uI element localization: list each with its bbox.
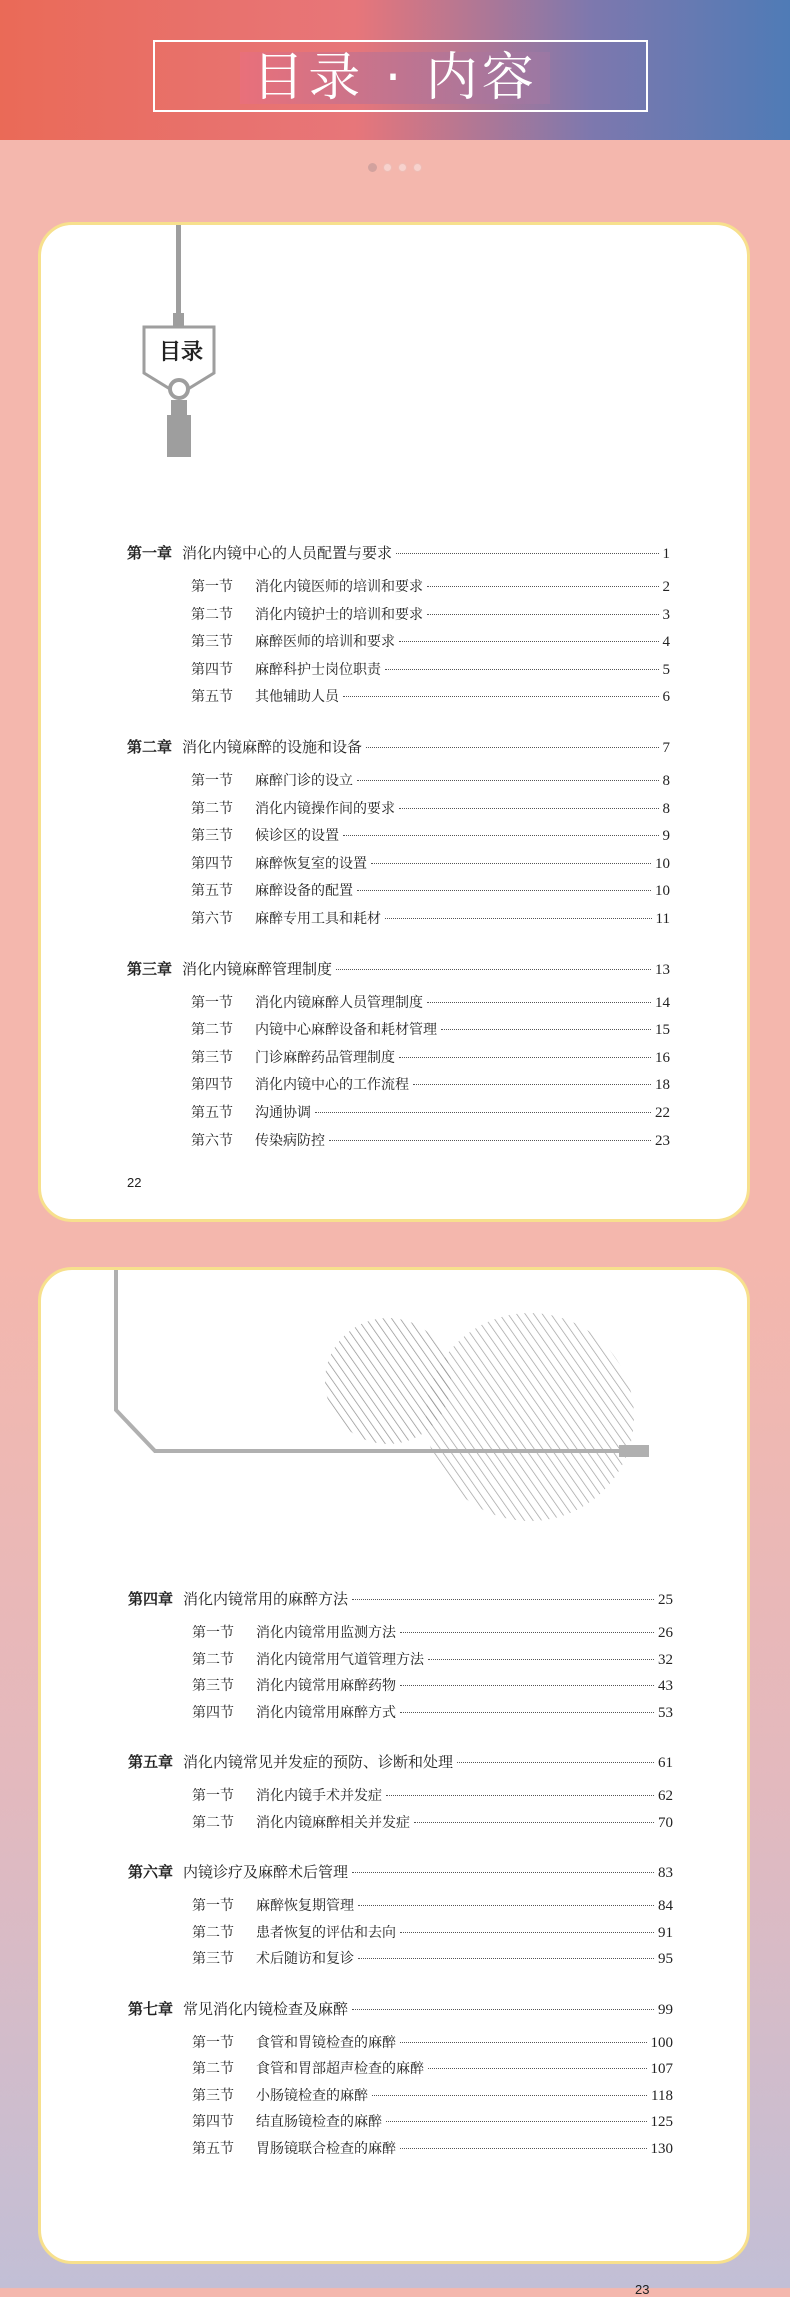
section-title: 消化内镜常用监测方法 bbox=[256, 1625, 396, 1641]
section-number: 第二节 bbox=[192, 2061, 234, 2077]
toc-section-row[interactable] bbox=[192, 1702, 673, 1722]
leader-dots bbox=[352, 2009, 654, 2010]
toc-section-row[interactable] bbox=[191, 853, 670, 873]
leader-dots bbox=[372, 2095, 647, 2096]
toc-section-row[interactable] bbox=[191, 1130, 670, 1150]
section-page: 62 bbox=[658, 1788, 673, 1804]
endoscope-illustration bbox=[41, 1270, 753, 1530]
toc-section-row[interactable] bbox=[192, 2138, 673, 2158]
toc-section-row[interactable] bbox=[192, 2058, 673, 2078]
section-title: 麻醉门诊的设立 bbox=[255, 773, 353, 789]
toc-section-row[interactable] bbox=[192, 2111, 673, 2131]
section-number: 第四节 bbox=[192, 1704, 234, 1721]
section-page: 11 bbox=[655, 911, 670, 927]
page-title bbox=[0, 48, 790, 108]
leader-dots bbox=[357, 780, 659, 781]
toc-section-row[interactable] bbox=[191, 798, 670, 818]
section-page: 5 bbox=[662, 661, 670, 678]
leader-dots bbox=[343, 835, 659, 836]
section-title: 术后随访和复诊 bbox=[256, 1951, 354, 1967]
toc-chapter-row[interactable] bbox=[128, 1861, 673, 1882]
section-title: 麻醉医师的培训和要求 bbox=[255, 634, 395, 651]
section-title: 麻醉专用工具和耗材 bbox=[255, 911, 381, 927]
chapter-page: 83 bbox=[658, 1865, 673, 1881]
section-page: 91 bbox=[658, 1924, 673, 1941]
section-page: 3 bbox=[662, 606, 670, 623]
section-number: 第五节 bbox=[191, 883, 233, 900]
toc-section-row[interactable] bbox=[191, 908, 670, 928]
section-number: 第一节 bbox=[192, 1625, 234, 1641]
toc-badge: 目录 bbox=[158, 340, 203, 365]
chapter-page: 25 bbox=[658, 1592, 673, 1608]
section-page: 130 bbox=[650, 2140, 673, 2157]
toc-section-row[interactable] bbox=[191, 604, 670, 624]
section-title: 麻醉科护士岗位职责 bbox=[255, 661, 381, 678]
section-number: 第五节 bbox=[191, 1105, 233, 1121]
toc-card-1 bbox=[38, 222, 750, 1222]
carousel-dot-1[interactable] bbox=[368, 163, 377, 172]
leader-dots bbox=[414, 1822, 654, 1823]
section-page: 95 bbox=[658, 1951, 673, 1967]
toc-section-row[interactable] bbox=[192, 2085, 673, 2105]
section-title: 消化内镜操作间的要求 bbox=[255, 800, 395, 817]
leader-dots bbox=[352, 1872, 654, 1873]
toc-section-row[interactable] bbox=[191, 1019, 670, 1039]
section-number: 第一节 bbox=[192, 1788, 234, 1804]
toc-section-row[interactable] bbox=[191, 1102, 670, 1122]
toc-section-row[interactable] bbox=[191, 992, 670, 1012]
leader-dots bbox=[385, 918, 652, 919]
section-title: 小肠镜检查的麻醉 bbox=[256, 2087, 368, 2104]
section-number: 第三节 bbox=[191, 828, 233, 845]
section-title: 消化内镜常用麻醉药物 bbox=[256, 1678, 396, 1694]
section-title: 结直肠镜检查的麻醉 bbox=[256, 2114, 382, 2130]
section-page: 84 bbox=[658, 1898, 673, 1914]
section-number: 第三节 bbox=[192, 1951, 234, 1967]
section-page: 6 bbox=[662, 689, 670, 706]
toc-section-row[interactable] bbox=[191, 631, 670, 651]
section-title: 患者恢复的评估和去向 bbox=[256, 1924, 396, 1941]
section-page: 15 bbox=[655, 1022, 670, 1039]
leader-dots bbox=[352, 1599, 654, 1600]
leader-dots bbox=[427, 586, 659, 587]
chapter-page: 1 bbox=[662, 546, 670, 562]
leader-dots bbox=[385, 669, 659, 670]
leader-dots bbox=[427, 614, 659, 615]
toc-section-row[interactable] bbox=[192, 1649, 673, 1669]
leader-dots bbox=[400, 2148, 647, 2149]
chapter-number: 第七章 bbox=[128, 1999, 174, 2018]
toc-section-row[interactable] bbox=[192, 1622, 673, 1642]
leader-dots bbox=[428, 1659, 654, 1660]
section-page: 2 bbox=[662, 579, 670, 595]
leader-dots bbox=[329, 1140, 651, 1141]
toc-section-row[interactable] bbox=[191, 686, 670, 706]
leader-dots bbox=[427, 1002, 651, 1003]
page-title-text: 目录 · 内容 bbox=[240, 52, 550, 104]
leader-dots bbox=[315, 1112, 651, 1113]
carousel-dot-3[interactable] bbox=[398, 163, 407, 172]
section-number: 第四节 bbox=[191, 855, 233, 872]
toc-chapter-row[interactable] bbox=[127, 542, 670, 563]
section-number: 第四节 bbox=[191, 1077, 233, 1094]
leader-dots bbox=[400, 1632, 654, 1633]
leader-dots bbox=[343, 696, 659, 697]
section-title: 食管和胃镜检查的麻醉 bbox=[256, 2034, 396, 2051]
toc-chapter-row[interactable] bbox=[128, 1751, 673, 1772]
section-page: 100 bbox=[650, 2034, 673, 2051]
section-page: 14 bbox=[655, 994, 670, 1011]
leader-dots bbox=[386, 1795, 654, 1796]
section-page: 53 bbox=[658, 1704, 673, 1721]
section-number: 第四节 bbox=[192, 2114, 234, 2130]
toc-chapter-row[interactable] bbox=[128, 1998, 673, 2019]
section-page: 125 bbox=[650, 2114, 673, 2130]
toc-section-row[interactable] bbox=[191, 1074, 670, 1094]
leader-dots bbox=[399, 808, 659, 809]
section-number: 第三节 bbox=[192, 2087, 234, 2104]
section-number: 第二节 bbox=[192, 1924, 234, 1941]
toc-section-row[interactable] bbox=[192, 1812, 673, 1832]
section-page: 118 bbox=[651, 2087, 673, 2104]
section-number: 第一节 bbox=[192, 1898, 234, 1914]
toc-section-row[interactable] bbox=[191, 825, 670, 845]
section-page: 8 bbox=[662, 773, 670, 789]
section-page: 22 bbox=[655, 1105, 670, 1121]
chapter-page: 61 bbox=[658, 1755, 673, 1771]
section-number: 第三节 bbox=[191, 634, 233, 651]
section-title: 传染病防控 bbox=[255, 1132, 325, 1149]
leader-dots bbox=[366, 747, 658, 748]
leader-dots bbox=[396, 553, 658, 554]
section-number: 第五节 bbox=[191, 689, 233, 706]
chapter-title: 消化内镜麻醉的设施和设备 bbox=[182, 738, 363, 756]
toc-section-row[interactable] bbox=[192, 1948, 673, 1968]
leader-dots bbox=[399, 641, 659, 642]
section-number: 第四节 bbox=[191, 661, 233, 678]
section-title: 胃肠镜联合检查的麻醉 bbox=[256, 2140, 396, 2157]
toc-section-row[interactable] bbox=[191, 576, 670, 596]
section-title: 食管和胃部超声检查的麻醉 bbox=[256, 2061, 424, 2077]
section-page: 16 bbox=[655, 1049, 670, 1066]
section-number: 第二节 bbox=[192, 1814, 234, 1831]
toc-card-2 bbox=[38, 1267, 750, 2297]
chapter-number: 第一章 bbox=[127, 544, 173, 562]
section-page: 8 bbox=[662, 800, 670, 817]
chapter-title: 消化内镜常见并发症的预防、诊断和处理 bbox=[183, 1753, 454, 1771]
section-number: 第六节 bbox=[191, 1132, 233, 1149]
toc-section-row[interactable] bbox=[191, 659, 670, 679]
section-number: 第一节 bbox=[191, 579, 233, 595]
leader-dots bbox=[386, 2121, 647, 2122]
leader-dots bbox=[336, 969, 651, 970]
leader-dots bbox=[400, 1712, 654, 1713]
section-page: 32 bbox=[658, 1651, 673, 1668]
toc-section-row[interactable] bbox=[192, 1785, 673, 1805]
section-title: 其他辅助人员 bbox=[255, 689, 339, 706]
section-number: 第一节 bbox=[191, 994, 233, 1011]
section-title: 消化内镜常用气道管理方法 bbox=[256, 1651, 424, 1668]
toc-section-row[interactable] bbox=[191, 880, 670, 900]
leader-dots bbox=[399, 1057, 651, 1058]
leader-dots bbox=[371, 863, 651, 864]
section-title: 消化内镜手术并发症 bbox=[256, 1788, 382, 1804]
section-page: 26 bbox=[658, 1625, 673, 1641]
section-title: 内镜中心麻醉设备和耗材管理 bbox=[255, 1022, 437, 1039]
section-number: 第三节 bbox=[191, 1049, 233, 1066]
toc-section-row[interactable] bbox=[191, 1047, 670, 1067]
section-number: 第二节 bbox=[192, 1651, 234, 1668]
section-number: 第六节 bbox=[191, 911, 233, 927]
page-number-right: 23 bbox=[635, 2282, 650, 2297]
section-title: 消化内镜麻醉相关并发症 bbox=[256, 1814, 410, 1831]
section-page: 23 bbox=[655, 1132, 670, 1149]
leader-dots bbox=[441, 1029, 651, 1030]
leader-dots bbox=[400, 1685, 654, 1686]
section-number: 第五节 bbox=[192, 2140, 234, 2157]
section-number: 第二节 bbox=[191, 1022, 233, 1039]
section-title: 沟通协调 bbox=[255, 1105, 311, 1121]
leader-dots bbox=[413, 1084, 651, 1085]
carousel-dot-4[interactable] bbox=[413, 163, 422, 172]
leader-dots bbox=[400, 1932, 654, 1933]
toc-section-row[interactable] bbox=[192, 1675, 673, 1695]
leader-dots bbox=[357, 890, 651, 891]
section-page: 10 bbox=[655, 855, 670, 872]
section-number: 第一节 bbox=[191, 773, 233, 789]
toc-chapter-row[interactable] bbox=[127, 736, 670, 757]
chapter-title: 内镜诊疗及麻醉术后管理 bbox=[183, 1863, 349, 1881]
chapter-title: 消化内镜麻醉管理制度 bbox=[182, 959, 333, 978]
chapter-page: 99 bbox=[658, 2001, 673, 2018]
toc-section-row[interactable] bbox=[191, 770, 670, 790]
carousel-dot-2[interactable] bbox=[383, 163, 392, 172]
section-title: 消化内镜中心的工作流程 bbox=[255, 1077, 409, 1094]
toc-section-row[interactable] bbox=[192, 1922, 673, 1942]
chapter-title: 消化内镜常用的麻醉方法 bbox=[183, 1590, 349, 1608]
section-title: 麻醉恢复期管理 bbox=[256, 1898, 354, 1914]
section-number: 第二节 bbox=[191, 800, 233, 817]
toc-section-row[interactable] bbox=[192, 1895, 673, 1915]
section-number: 第三节 bbox=[192, 1678, 234, 1694]
leader-dots bbox=[358, 1958, 654, 1959]
leader-dots bbox=[457, 1762, 654, 1763]
chapter-number: 第三章 bbox=[127, 959, 173, 978]
section-number: 第一节 bbox=[192, 2034, 234, 2051]
section-title: 消化内镜护士的培训和要求 bbox=[255, 606, 423, 623]
header-banner bbox=[0, 0, 790, 140]
carousel-dots bbox=[0, 157, 790, 176]
chapter-number: 第六章 bbox=[128, 1863, 174, 1881]
chapter-page: 7 bbox=[662, 740, 670, 756]
section-title: 消化内镜医师的培训和要求 bbox=[255, 579, 423, 595]
chapter-number: 第五章 bbox=[128, 1753, 174, 1771]
toc-section-row[interactable] bbox=[192, 2032, 673, 2052]
section-page: 70 bbox=[658, 1814, 673, 1831]
section-title: 麻醉恢复室的设置 bbox=[255, 855, 367, 872]
section-number: 第二节 bbox=[191, 606, 233, 623]
toc-chapter-row[interactable] bbox=[127, 958, 670, 979]
section-title: 消化内镜麻醉人员管理制度 bbox=[255, 994, 423, 1011]
section-page: 9 bbox=[662, 828, 670, 845]
chapter-number: 第二章 bbox=[127, 738, 173, 756]
section-page: 43 bbox=[658, 1678, 673, 1694]
leader-dots bbox=[358, 1905, 654, 1906]
section-title: 门诊麻醉药品管理制度 bbox=[255, 1049, 395, 1066]
section-page: 18 bbox=[655, 1077, 670, 1094]
chapter-title: 常见消化内镜检查及麻醉 bbox=[183, 1999, 349, 2018]
section-page: 10 bbox=[655, 883, 670, 900]
section-page: 107 bbox=[650, 2061, 673, 2077]
section-title: 候诊区的设置 bbox=[255, 828, 339, 845]
leader-dots bbox=[400, 2042, 647, 2043]
section-page: 4 bbox=[662, 634, 670, 651]
chapter-title: 消化内镜中心的人员配置与要求 bbox=[182, 544, 393, 562]
toc-chapter-row[interactable] bbox=[128, 1588, 673, 1609]
chapter-page: 13 bbox=[655, 961, 670, 978]
section-title: 麻醉设备的配置 bbox=[255, 883, 353, 900]
section-title: 消化内镜常用麻醉方式 bbox=[256, 1704, 396, 1721]
leader-dots bbox=[428, 2068, 647, 2069]
page-number-left: 22 bbox=[127, 1175, 142, 1190]
chapter-number: 第四章 bbox=[128, 1590, 174, 1608]
